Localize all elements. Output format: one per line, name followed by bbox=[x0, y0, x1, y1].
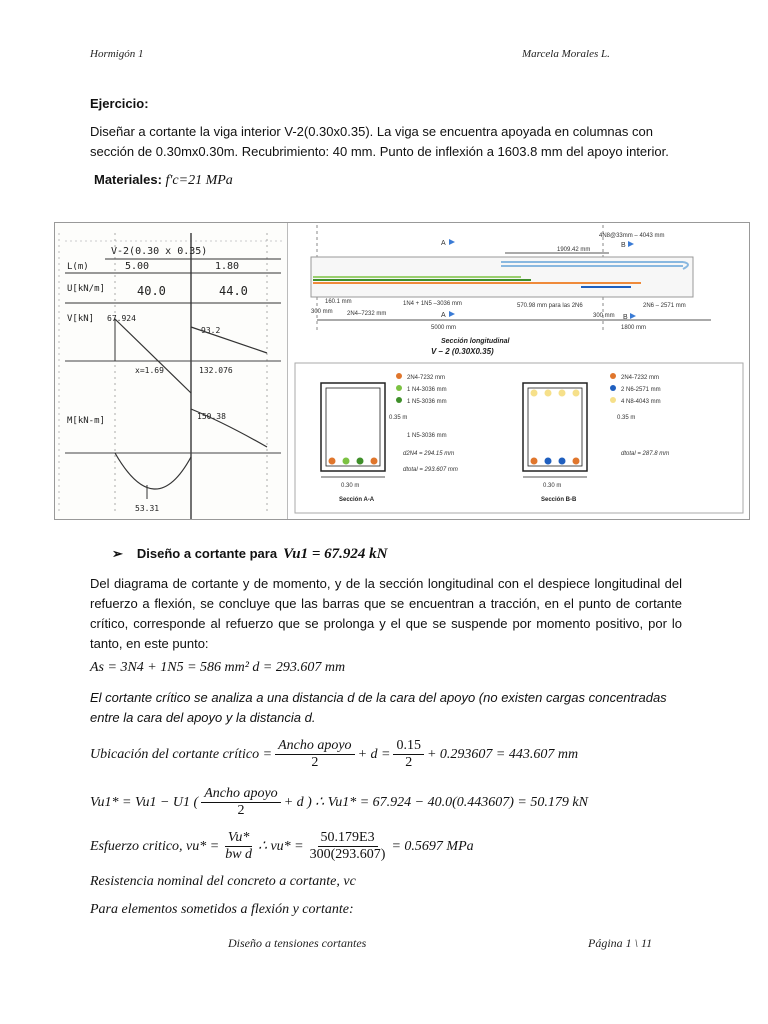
legend-aa-dot-1 bbox=[396, 373, 402, 379]
moment-value-1: 150.38 bbox=[197, 412, 226, 421]
cut-a-top-label: A bbox=[441, 240, 446, 247]
cut-a-bottom-arrow bbox=[449, 311, 455, 317]
eq-ubic-den2: 2 bbox=[405, 755, 413, 770]
legend-bb-3: 4 N8-4043 mm bbox=[621, 399, 661, 405]
footer-page: Página 1 \ 11 bbox=[588, 936, 653, 950]
section-aa-caption: Sección A-A bbox=[339, 497, 375, 503]
header-course: Hormigón 1 bbox=[90, 48, 144, 60]
dim-1800: 1800 mm bbox=[621, 325, 647, 331]
load-span-1: 40.0 bbox=[137, 284, 166, 298]
handwritten-diagram-panel bbox=[55, 223, 288, 519]
section-bb-dtotal: dtotal = 287.8 mm bbox=[621, 451, 670, 457]
rebar-bb-bot-3 bbox=[559, 458, 566, 465]
eq-esf-frac bbox=[222, 830, 255, 863]
rebar-bb-top-4 bbox=[573, 390, 580, 397]
section-aa-note: 1 N5-3036 mm bbox=[407, 433, 447, 439]
shear-value-2: 93.2 bbox=[201, 326, 221, 335]
legend-bb-2: 2 N6-2571 mm bbox=[621, 387, 661, 393]
line-para-elementos: Para elementos sometidos a flexión y cortante: bbox=[90, 902, 354, 917]
legend-aa-3: 1 N5-3036 mm bbox=[407, 399, 447, 405]
eq-vu bbox=[90, 786, 588, 819]
cut-a-bottom-label: A bbox=[441, 312, 446, 319]
eq-ubicacion bbox=[90, 738, 578, 771]
legend-aa-dot-3 bbox=[396, 397, 402, 403]
eq-ubic-den: 2 bbox=[311, 755, 319, 770]
design-heading-text: Diseño a cortante para bbox=[136, 546, 278, 561]
length-span-1: 5.00 bbox=[125, 261, 150, 272]
rebar-aa-1 bbox=[329, 458, 336, 465]
row-m-label: M[kN-m] bbox=[67, 416, 105, 426]
exercise-title: Ejercicio: bbox=[90, 96, 149, 111]
eq-esf-lhs: Esfuerzo critico, vu* = bbox=[90, 838, 220, 854]
legend-aa-2: 1 N4-3036 mm bbox=[407, 387, 447, 393]
rebar-bb-top-2 bbox=[545, 390, 552, 397]
paragraph-2: El cortante crítico se analiza a una distancia d de la cara del apoyo (no existen cargas concentradas entre la cara del apoyo y la distancia d. bbox=[90, 690, 667, 725]
eq-esf-den2: 300(293.607) bbox=[309, 847, 386, 862]
legend-aa-dot-2 bbox=[396, 385, 402, 391]
eq-vu-num: Ancho apoyo bbox=[201, 786, 280, 803]
shear-zero-point: x=1.69 bbox=[135, 366, 164, 375]
rebar-aa-4 bbox=[371, 458, 378, 465]
eq-vu-den: 2 bbox=[237, 803, 245, 818]
dim-300-right: 300 mm bbox=[593, 313, 615, 319]
materials-line bbox=[94, 170, 684, 191]
eq-vu-frac bbox=[201, 786, 280, 819]
longitudinal-section bbox=[291, 223, 749, 519]
length-span-2: 1.80 bbox=[215, 261, 240, 272]
design-heading-math: Vu1 = 67.924 kN bbox=[283, 546, 388, 562]
eq-esf-rhs: = 0.5697 MPa bbox=[391, 838, 474, 854]
shear-value-3: 132.076 bbox=[199, 366, 233, 375]
section-title: Sección longitudinal bbox=[441, 338, 510, 345]
design-heading bbox=[112, 544, 702, 564]
footer-title: Diseño a tensiones cortantes bbox=[228, 936, 367, 950]
label-570: 570.98 mm para las 2N6 bbox=[517, 303, 583, 309]
diagram-title: V-2(0.30 x 0.35) bbox=[111, 246, 208, 257]
rebar-aa-3 bbox=[357, 458, 364, 465]
cut-b-top-label: B bbox=[621, 242, 626, 249]
cut-b-bottom-label: B bbox=[623, 314, 628, 321]
eq-esf-num2: 50.179E3 bbox=[318, 830, 378, 847]
section-subtitle: V – 2 (0.30X0.35) bbox=[431, 347, 494, 356]
materials-label: Materiales: bbox=[94, 172, 162, 187]
section-aa-width: 0.30 m bbox=[341, 483, 360, 489]
rebar-aa-2 bbox=[343, 458, 350, 465]
label-2n6: 2N6 – 2571 mm bbox=[643, 303, 686, 309]
eq-ubic-num: Ancho apoyo bbox=[275, 738, 354, 755]
section-a-a bbox=[321, 373, 458, 503]
dim-5000: 5000 mm bbox=[431, 325, 457, 331]
eq-esf-mid: ∴ vu* = bbox=[258, 839, 304, 854]
materials-value: f'c=21 MPa bbox=[165, 173, 233, 188]
rebar-bb-top-1 bbox=[531, 390, 538, 397]
section-aa-dtotal: dtotal = 293.607 mm bbox=[403, 467, 458, 473]
moment-value-2: 53.31 bbox=[135, 504, 160, 513]
cut-b-top-arrow bbox=[628, 241, 634, 247]
eq-ubic-rhs: + 0.293607 = 443.607 mm bbox=[426, 746, 579, 762]
label-1n4-1n5: 1N4 + 1N5 –3036 mm bbox=[403, 301, 462, 307]
rebar-bb-bot-1 bbox=[531, 458, 538, 465]
row-l-label: L(m) bbox=[67, 262, 89, 272]
eq-esf-frac2 bbox=[307, 830, 389, 863]
rebar-drawing-panel bbox=[291, 223, 749, 519]
shear-value-1: 67.924 bbox=[107, 314, 136, 323]
eq-esf-num: Vu* bbox=[225, 830, 253, 847]
legend-aa-1: 2N4-7232 mm bbox=[407, 375, 446, 381]
line-resistencia: Resistencia nominal del concreto a cortante, vc bbox=[90, 874, 356, 889]
dim-1909: 1909.42 mm bbox=[557, 247, 591, 253]
legend-bb-1: 2N4-7232 mm bbox=[621, 375, 660, 381]
eq-as: As = 3N4 + 1N5 = 586 mm² d = 293.607 mm bbox=[90, 660, 346, 675]
cut-b-bottom-arrow bbox=[630, 313, 636, 319]
eq-ubic-num2: 0.15 bbox=[393, 738, 424, 755]
eq-esfuerzo bbox=[90, 830, 474, 863]
eq-ubic-frac bbox=[275, 738, 354, 771]
eq-ubic-mid: + d = bbox=[357, 746, 391, 762]
label-2n4: 2N4–7232 mm bbox=[347, 311, 387, 317]
label-4n8: 4N8@33mm – 4043 mm bbox=[599, 233, 665, 239]
dim-160: 160.1 mm bbox=[325, 299, 352, 305]
bullet-arrow-icon: ➢ bbox=[112, 546, 123, 561]
exercise-statement: Diseñar a cortante la viga interior V-2(0.30x0.35). La viga se encuentra apoyada en columnas con sección de 0.30mx0.30m. Recubrimiento: 40 mm. Punto de inflexión a 1603.8 mm del apoyo interior. bbox=[90, 124, 669, 159]
eq-esf-den: bw d bbox=[225, 847, 253, 862]
eq-ubic-frac2 bbox=[393, 738, 424, 771]
section-aa-d2n4: d2N4 = 294.15 mm bbox=[403, 451, 455, 457]
rebar-bb-top-3 bbox=[559, 390, 566, 397]
header-author: Marcela Morales L. bbox=[522, 48, 610, 60]
legend-bb-dot-3 bbox=[610, 397, 616, 403]
row-v-label: V[kN] bbox=[67, 314, 95, 324]
section-aa-height: 0.35 m bbox=[389, 415, 408, 421]
dim-300-left: 300 mm bbox=[311, 309, 333, 315]
section-bb-caption: Sección B-B bbox=[541, 497, 577, 503]
section-b-b bbox=[523, 373, 669, 503]
section-bb-width: 0.30 m bbox=[543, 483, 562, 489]
load-span-2: 44.0 bbox=[219, 284, 248, 298]
eq-vu-rhs: + d ) ∴ Vu1* = 67.924 − 40.0(0.443607) = 50.179 kN bbox=[283, 795, 588, 810]
legend-bb-dot-1 bbox=[610, 373, 616, 379]
paragraph-1: Del diagrama de cortante y de momento, y de la sección longitudinal con el despiece longitudinal del refuerzo a flexión, se concluye que las barras que se encuentran a tracción, en el punto de cortante crítico, corresponde al refuerzo que se prolonga y el que se suspende por momento positivo, por lo tanto, en este punto: bbox=[90, 576, 682, 651]
cut-a-top-arrow bbox=[449, 239, 455, 245]
eq-ubic-lhs: Ubicación del cortante crítico = bbox=[90, 746, 273, 762]
handwritten-diagram bbox=[55, 223, 287, 519]
section-bb-height: 0.35 m bbox=[617, 415, 636, 421]
eq-vu-lhs: Vu1* = Vu1 − U1 ( bbox=[90, 794, 199, 810]
beam-figure bbox=[54, 222, 750, 520]
legend-bb-dot-2 bbox=[610, 385, 616, 391]
rebar-bb-bot-4 bbox=[573, 458, 580, 465]
rebar-bb-bot-2 bbox=[545, 458, 552, 465]
row-u-label: U[kN/m] bbox=[67, 284, 105, 294]
